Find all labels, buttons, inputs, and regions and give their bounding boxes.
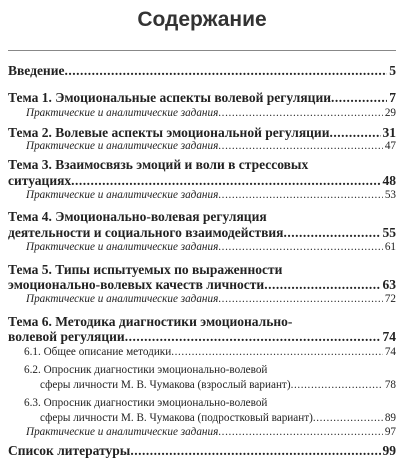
dot-leader	[264, 277, 380, 292]
toc-entry-label: 6.1. Общее описание методики	[24, 346, 172, 358]
toc-entry-page: 72	[384, 293, 396, 305]
dot-leader	[130, 443, 380, 458]
toc-entry-label: сферы личности М. В. Чумакова (взрослый вариант)	[40, 379, 291, 391]
toc-entry-label: Практические и аналитические задания	[26, 140, 219, 152]
toc-entry-label: Тема 2. Волевые аспекты эмоциональной регуляции	[8, 125, 330, 140]
toc-entry-label: ситуациях	[8, 173, 72, 188]
toc-entry-section-6-2-line-1: 6.2. Опросник диагностики эмоционально-волевой	[24, 364, 268, 376]
dot-leader	[218, 139, 383, 154]
toc-entry-references[interactable]	[8, 443, 396, 458]
dot-leader	[125, 329, 381, 344]
toc-entry-topic-1[interactable]	[8, 90, 396, 105]
toc-entry-topic-4[interactable]	[8, 225, 396, 240]
toc-entry-page: 78	[384, 379, 396, 391]
toc-entry-topic-4-line-1: Тема 4. Эмоционально-волевая регуляция	[8, 209, 267, 224]
toc-entry-topic-3[interactable]	[8, 173, 396, 188]
dot-leader	[218, 188, 383, 203]
toc-entry-label: эмоционально-волевых качеств личности	[8, 277, 265, 292]
dot-leader	[71, 173, 380, 188]
toc-entry-page: 48	[382, 173, 396, 188]
dot-leader	[64, 63, 387, 78]
dot-leader	[218, 240, 383, 255]
toc-entry-page: 7	[389, 90, 396, 105]
toc-entry-label: Введение	[8, 63, 65, 78]
toc-entry-page: 55	[382, 225, 396, 240]
toc-entry-page: 97	[384, 426, 396, 438]
dot-leader	[218, 292, 383, 307]
toc-entry-label: Практические и аналитические задания	[26, 426, 219, 438]
toc-entry-page: 29	[384, 107, 396, 119]
toc-entry-label: деятельности и социального взаимодействия	[8, 225, 284, 240]
toc-entry-page: 89	[384, 412, 396, 424]
toc-entry-label: сферы личности М. В. Чумакова (подростковый вариант)	[40, 412, 313, 424]
toc-entry-page: 53	[384, 189, 396, 201]
toc-entry-page: 74	[384, 346, 396, 358]
toc-entry-topic-6-line-1: Тема 6. Методика диагностики эмоционально-	[8, 314, 293, 329]
toc-entry-label: Практические и аналитические задания	[26, 189, 219, 201]
toc-entry-topic-4-tasks[interactable]	[8, 240, 396, 255]
toc-entry-intro[interactable]	[8, 63, 396, 78]
dot-leader	[331, 90, 387, 105]
toc-entry-page: 31	[382, 125, 396, 140]
toc-entry-page: 47	[384, 140, 396, 152]
toc-entry-label: Практические и аналитические задания	[26, 293, 219, 305]
toc-entry-section-6-2[interactable]	[8, 378, 396, 393]
toc-entry-topic-5[interactable]	[8, 277, 396, 292]
dot-leader	[313, 411, 383, 426]
toc-entry-section-6-3[interactable]	[8, 411, 396, 426]
toc-entry-topic-1-tasks[interactable]	[8, 106, 396, 121]
toc-entry-page: 99	[382, 443, 396, 458]
toc-entry-section-6-3-line-1: 6.3. Опросник диагностики эмоционально-волевой	[24, 397, 268, 409]
toc-entry-label: Практические и аналитические задания	[26, 107, 219, 119]
toc-entry-label: волевой регуляции	[8, 329, 125, 344]
toc-entry-topic-5-line-1: Тема 5. Типы испытуемых по выраженности	[8, 262, 283, 277]
toc-entry-page: 74	[382, 329, 396, 344]
toc-entry-topic-2[interactable]	[8, 125, 396, 140]
toc-entry-section-6-1[interactable]	[8, 345, 396, 360]
toc-entry-label: Список литературы	[8, 443, 131, 458]
toc-entry-topic-6[interactable]	[8, 329, 396, 344]
top-divider	[8, 50, 396, 51]
dot-leader	[329, 125, 380, 140]
toc-entry-topic-3-tasks[interactable]	[8, 188, 396, 203]
toc-entry-topic-3-line-1: Тема 3. Взаимосвязь эмоций и воли в стрессовых	[8, 157, 309, 172]
toc-entry-label: Практические и аналитические задания	[26, 241, 219, 253]
dot-leader	[291, 378, 383, 393]
toc-entry-topic-2-tasks[interactable]	[8, 139, 396, 154]
toc-entry-label: Тема 1. Эмоциональные аспекты волевой регуляции	[8, 90, 332, 105]
toc-entry-page: 63	[382, 277, 396, 292]
toc-entry-topic-5-tasks[interactable]	[8, 292, 396, 307]
dot-leader	[283, 225, 380, 240]
toc-entry-topic-6-tasks[interactable]	[8, 425, 396, 440]
dot-leader	[218, 425, 383, 440]
dot-leader	[218, 106, 383, 121]
toc-entry-page: 5	[389, 63, 396, 78]
dot-leader	[171, 345, 383, 360]
page-title: Содержание	[137, 8, 267, 31]
toc-entry-page: 61	[384, 241, 396, 253]
